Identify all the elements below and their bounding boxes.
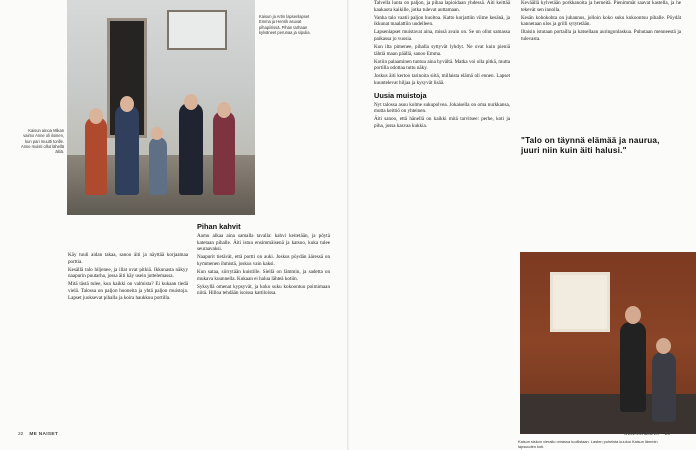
- body-paragraph: Kesän kohokohta on juhannus, jolloin koko suku kokoontuu pihalle. Pöydät kannetaan ulos ja grilli sytytetään.: [521, 14, 681, 28]
- body-paragraph: Kun sataa, siirrytään kuistille. Siellä on lämmin, ja sadetta on mukava kuunnella. Kukaan ei halua lähteä kotiin.: [197, 268, 330, 282]
- page-gutter: [347, 0, 349, 450]
- body-paragraph: Naapurit tietävät, että portti on auki. Joskus pöydän ääressä on kymmenen ihmistä, joskus vain kaksi.: [197, 254, 330, 267]
- body-paragraph: Aamu alkaa aina samalla tavalla: kahvi keitetään, ja pöytä katetaan pihalle. Äiti istuu ensimmäisenä ja katsoo, kuka tulee seuraavaksi.: [197, 233, 330, 253]
- body-paragraph: Kesällä talo hiljenee, ja illat ovat pitkiä. Ikkunasta näkyy naapurin puutarha, jossa äiti käy usein juttelemassa.: [68, 266, 188, 280]
- body-paragraph: Mitä tästä tulee, kun kaikki on valmista? Ei kukaan tiedä vielä. Talossa on paljon huoneita ja yhtä paljon muistoja. Lapset juoksevat pihalla ja koira haukkuu portilla.: [68, 281, 188, 301]
- body-paragraph: Käy tuuli aidan takaa, sanoo äiti ja näyttää korjaamaa porttia.: [68, 252, 188, 265]
- photo-caption-top-right: Kaisun ja Artin lapsenlapset Emma ja Henrik asuvat pihapiirissä. Pihan tarhaan kylväneet perunaa ja sipulia.: [259, 14, 311, 35]
- page-number: 22: [18, 432, 24, 437]
- photo-person-head: [151, 127, 163, 140]
- body-paragraph: Kotiin palaaminen tuntuu aina hyvältä. Matka voi olla pitkä, mutta portilla odottaa tuttu näky.: [374, 58, 510, 72]
- photo-person: [179, 103, 203, 195]
- photo-window: [167, 10, 227, 50]
- photo-person: [149, 137, 167, 195]
- photo-person: [115, 105, 139, 195]
- photo-person: [85, 117, 107, 195]
- photo-caption-left: Kaisun ainoa Mikan vaimo Anne oli iloinen, kun pari muutti torille. Anne muisti ollut lähellä äitiä.: [20, 128, 64, 155]
- text-column-3: [374, 0, 510, 436]
- magazine-url: www.menaiset.fi: [624, 432, 659, 437]
- photo-person: [652, 352, 676, 422]
- body-paragraph: Talvella lunta on paljon, ja pihaa lapioidaan yhdessä. Äiti keittää kaakaota kaikille, jotka tulevat auttamaan.: [374, 0, 510, 13]
- body-paragraph: Vanha talo vaatii paljon huoltoa. Katto korjattiin viime kesänä, ja ikkunat maalattiin uudelleen.: [374, 14, 510, 28]
- magazine-name: ME NAISET: [29, 432, 59, 437]
- body-paragraph: Joskus äiti kertoo tarinoita siitä, millaista elämä oli ennen. Lapset kuuntelevat hiljaa ja kysyvät lisää.: [374, 73, 510, 87]
- text-column-2: [197, 222, 330, 436]
- body-paragraph: Äiti sanoo, että hänellä on kaikki mitä tarvitsee: perhe, koti ja piha, jossa kasvaa kukkia.: [374, 116, 510, 129]
- photo-person: [620, 322, 646, 412]
- body-paragraph: Keväällä kylvetään porkkanoita ja herneitä. Pienimmät saavat kastella, ja he tekevät sen innolla.: [521, 0, 681, 13]
- section-heading: Pihan kahvit: [197, 222, 241, 231]
- photo-window: [550, 272, 610, 332]
- section-heading: Uusia muistoja: [374, 90, 427, 100]
- pull-quote: "Talo on täynnä elämää ja naurua, juuri niin kuin äiti halusi.": [521, 136, 660, 156]
- body-paragraph: Syksyllä omenat kypsyvät, ja koko suku kokoontuu poimimaan niitä. Hilloa tehdään isoissa kattiloissa.: [197, 283, 330, 297]
- text-column-4: [521, 0, 681, 115]
- photo-family-at-door: [67, 0, 255, 215]
- photo-caption-bottom-right: Kaisun siskon vierailu omassa tuoliistaan. Lasten puheista kuuluu Kaisun lämmin lapsuuden koti.: [518, 439, 658, 449]
- page-number: 23: [664, 432, 670, 437]
- photo-porch: [520, 252, 696, 434]
- folio-left: [18, 432, 58, 437]
- body-paragraph: Nyt talossa asuu kolme sukupolvea. Jokaisella on oma nurkkansa, mutta keittiö on yhteinen.: [374, 101, 510, 115]
- photo-person-head: [656, 338, 671, 354]
- folio-right: [624, 432, 670, 437]
- photo-person-head: [89, 108, 103, 124]
- body-paragraph: Lapsenlapset muistavat aina, missä avain on. Se on ollut samassa paikassa jo vuosia.: [374, 29, 510, 42]
- photo-person-head: [120, 96, 134, 112]
- photo-person: [213, 111, 235, 195]
- photo-person-head: [184, 94, 198, 110]
- text-column-1: [68, 252, 188, 432]
- body-paragraph: Iltaisin istutaan portailla ja katsellaan auringonlaskua. Puhutaan menneestä ja tulevasta.: [521, 29, 681, 42]
- photo-person-head: [625, 306, 641, 324]
- photo-person-head: [217, 102, 231, 118]
- body-paragraph: Kun ilta pimenee, pihalla syttyvät lyhdyt. Ne ovat kuin pieniä tähtiä maan päällä, sanoo Emma.: [374, 44, 510, 57]
